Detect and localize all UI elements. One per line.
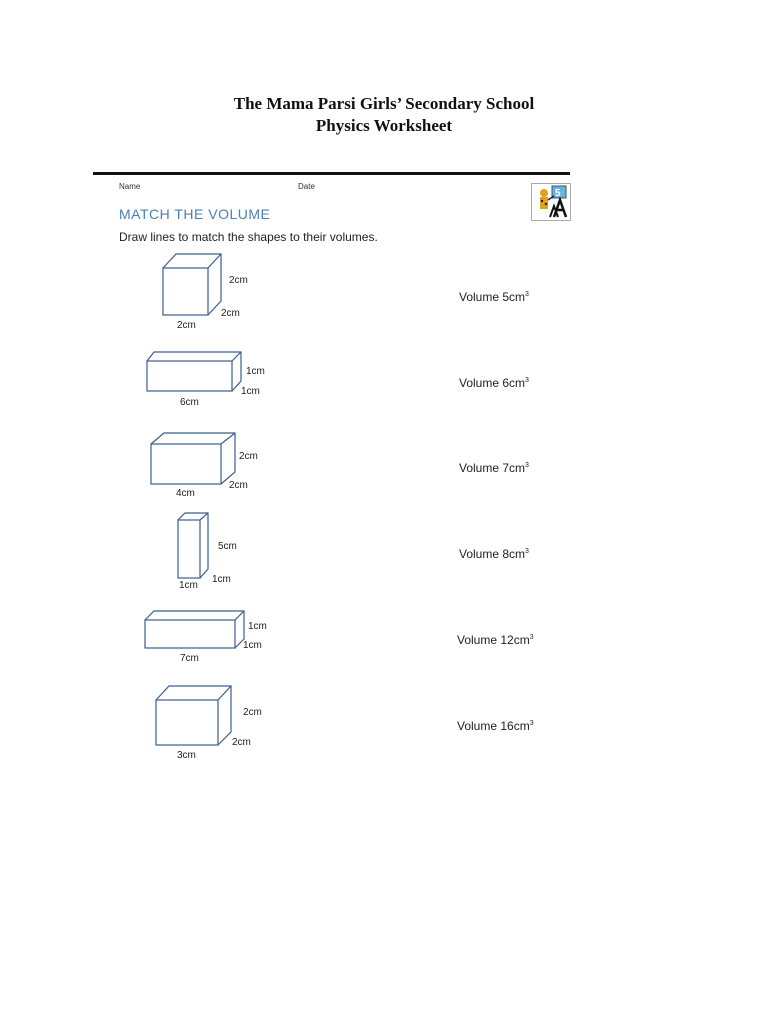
- shape-3-height-label: 2cm: [239, 451, 258, 462]
- volume-option-2[interactable]: [459, 376, 529, 390]
- shape-6-width-label: 3cm: [177, 750, 196, 761]
- cuboid-shape-3: [151, 433, 235, 484]
- cuboid-shape-6: [156, 686, 231, 745]
- cuboid-shape-5: [145, 611, 244, 648]
- volume-option-3[interactable]: [459, 461, 529, 475]
- shape-5-depth-label: 1cm: [243, 640, 262, 651]
- volume-option-label: Volume 12cm: [457, 633, 530, 647]
- name-label: Name: [119, 182, 141, 191]
- shape-6-height-label: 2cm: [243, 707, 262, 718]
- shape-1-height-label: 2cm: [229, 275, 248, 286]
- shape-5-height-label: 1cm: [248, 621, 267, 632]
- shape-2-height-label: 1cm: [246, 366, 265, 377]
- volume-option-5[interactable]: [457, 633, 534, 647]
- shape-1-width-label: 2cm: [177, 320, 196, 331]
- school-name: The Mama Parsi Girls’ Secondary School: [233, 94, 535, 113]
- volume-option-power: 3: [525, 377, 529, 384]
- volume-option-power: 3: [525, 548, 529, 555]
- volume-option-power: 3: [525, 291, 529, 298]
- shape-4-height-label: 5cm: [218, 541, 237, 552]
- shape-2-width-label: 6cm: [180, 397, 199, 408]
- volume-option-label: Volume 8cm: [459, 547, 526, 561]
- worksheet-title: MATCH THE VOLUME: [119, 206, 271, 222]
- shape-4-width-label: 1cm: [179, 580, 198, 591]
- volume-option-power: 3: [525, 462, 529, 469]
- instruction-text: Draw lines to match the shapes to their volumes.: [119, 230, 378, 244]
- cuboid-shape-2: [147, 352, 241, 391]
- worksheet-subject: Physics Worksheet: [315, 116, 453, 135]
- volume-option-1[interactable]: [459, 290, 529, 304]
- volume-option-label: Volume 6cm: [459, 376, 526, 390]
- date-label: Date: [298, 182, 315, 191]
- shape-1-depth-label: 2cm: [221, 308, 240, 319]
- shape-4-depth-label: 1cm: [212, 574, 231, 585]
- volume-option-4[interactable]: [459, 547, 529, 561]
- shape-3-depth-label: 2cm: [229, 480, 248, 491]
- volume-option-6[interactable]: [457, 719, 534, 733]
- svg-text:5: 5: [555, 188, 561, 199]
- volume-option-label: Volume 7cm: [459, 461, 526, 475]
- shape-3-width-label: 4cm: [176, 488, 195, 499]
- volume-option-power: 3: [529, 720, 534, 727]
- volume-option-label: Volume 5cm: [459, 290, 526, 304]
- shape-6-depth-label: 2cm: [232, 737, 251, 748]
- cube-shape-1: [163, 254, 221, 315]
- cuboid-shape-4: [178, 513, 208, 578]
- shape-2-depth-label: 1cm: [241, 386, 260, 397]
- shape-5-width-label: 7cm: [180, 653, 199, 664]
- volume-option-label: Volume 16cm: [457, 719, 530, 733]
- volume-option-power: 3: [529, 634, 534, 641]
